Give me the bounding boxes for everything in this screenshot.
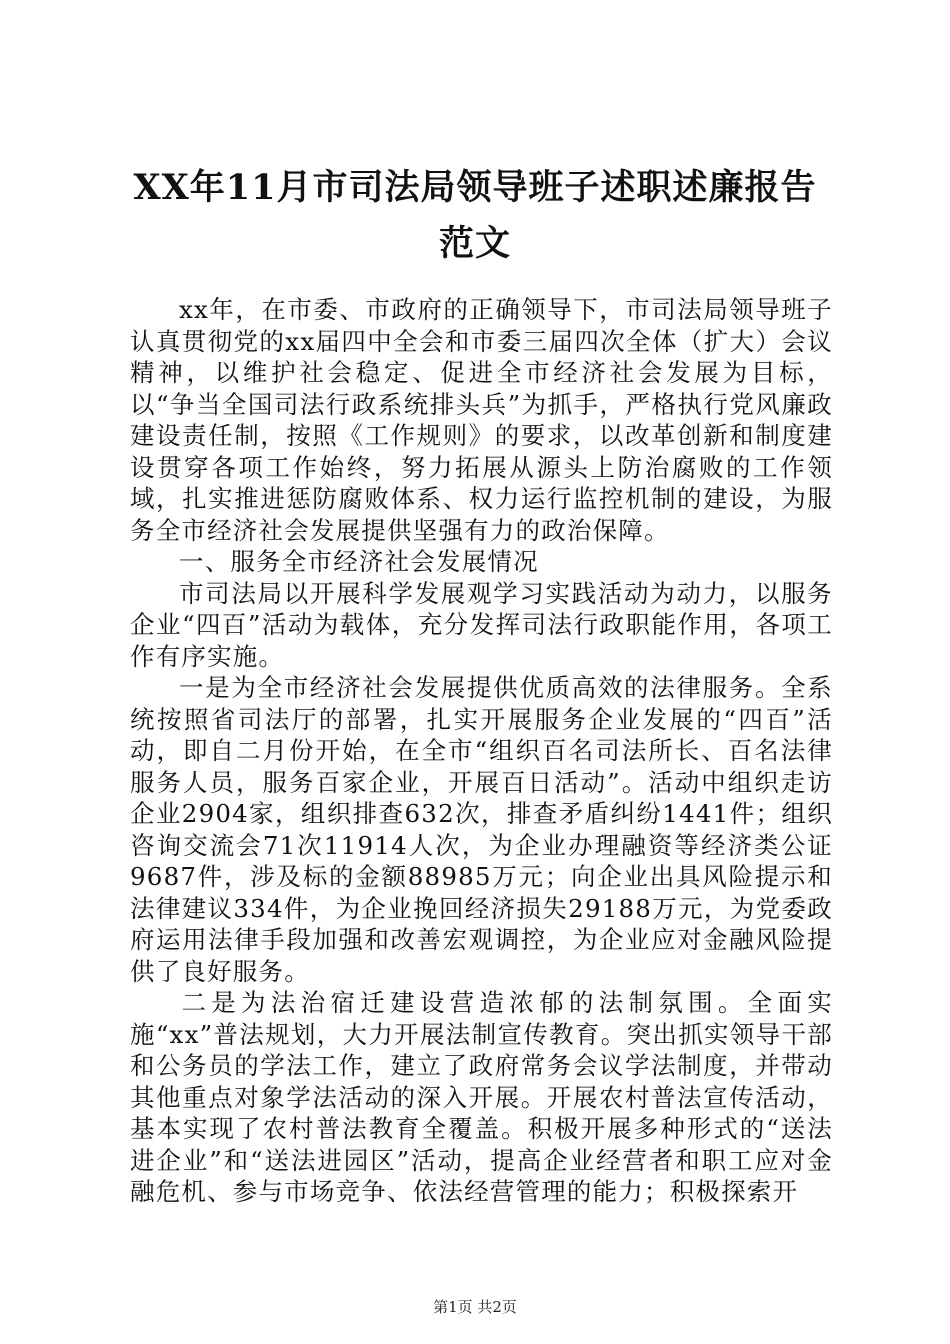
paragraph-legal-services: 一是为全市经济社会发展提供优质高效的法律服务。全系统按照省司法厅的部署，扎实开展服务企业发展的“四百”活动，即自二月份开始，在全市“组织百名司法所长、百名法律服务人员，服务百家企业，开展百日活动”。活动中组织走访企业2904家，组织排查632次，排查矛盾纠纷1441件；组织咨询交流会71次11914人次，为企业办理融资等经济类公证9687件，涉及标的金额88985万元；向企业出具风险提示和法律建议334件，为企业挽回经济损失29188万元，为党委政府运用法律手段加强和改善宏观调控，为企业应对金融风险提供了良好服务。 — [130, 673, 833, 986]
document-title: XX年11月市司法局领导班子述职述廉报告范文 — [133, 167, 817, 264]
document-body — [130, 294, 833, 1208]
paragraph-intro: xx年，在市委、市政府的正确领导下，市司法局领导班子认真贯彻党的xx届四中全会和市委三届四次全体（扩大）会议精神，以维护社会稳定、促进全市经济社会发展为目标，以“争当全国司法行政系统排头兵”为抓手，严格执行党风廉政建设责任制，按照《工作规则》的要求，以改革创新和制度建设贯穿各项工作始终，努力拓展从源头上防治腐败的工作领域，扎实推进惩防腐败体系、权力运行监控机制的建设，为服务全市经济社会发展提供坚强有力的政治保障。 — [130, 295, 833, 545]
page-number: 第1页 共2页 — [433, 1298, 517, 1316]
section-heading: 一、服务全市经济社会发展情况 — [179, 547, 539, 576]
paragraph-overview: 市司法局以开展科学发展观学习实践活动为动力，以服务企业“四百”活动为载体，充分发挥司法行政职能作用，各项工作有序实施。 — [130, 578, 833, 671]
paragraph-legal-education: 二是为法治宿迁建设营造浓郁的法制氛围。全面实施“xx”普法规划，大力开展法制宣传教育。突出抓实领导干部和公务员的学法工作，建立了政府常务会议学法制度，并带动其他重点对象学法活动的深入开展。开展农村普法宣传活动，基本实现了农村普法教育全覆盖。积极开展多种形式的“送法进企业”和“送法进园区”活动，提高企业经营者和职工应对金融危机、参与市场竞争、依法经营管理的能力；积极探索开 — [130, 988, 833, 1206]
